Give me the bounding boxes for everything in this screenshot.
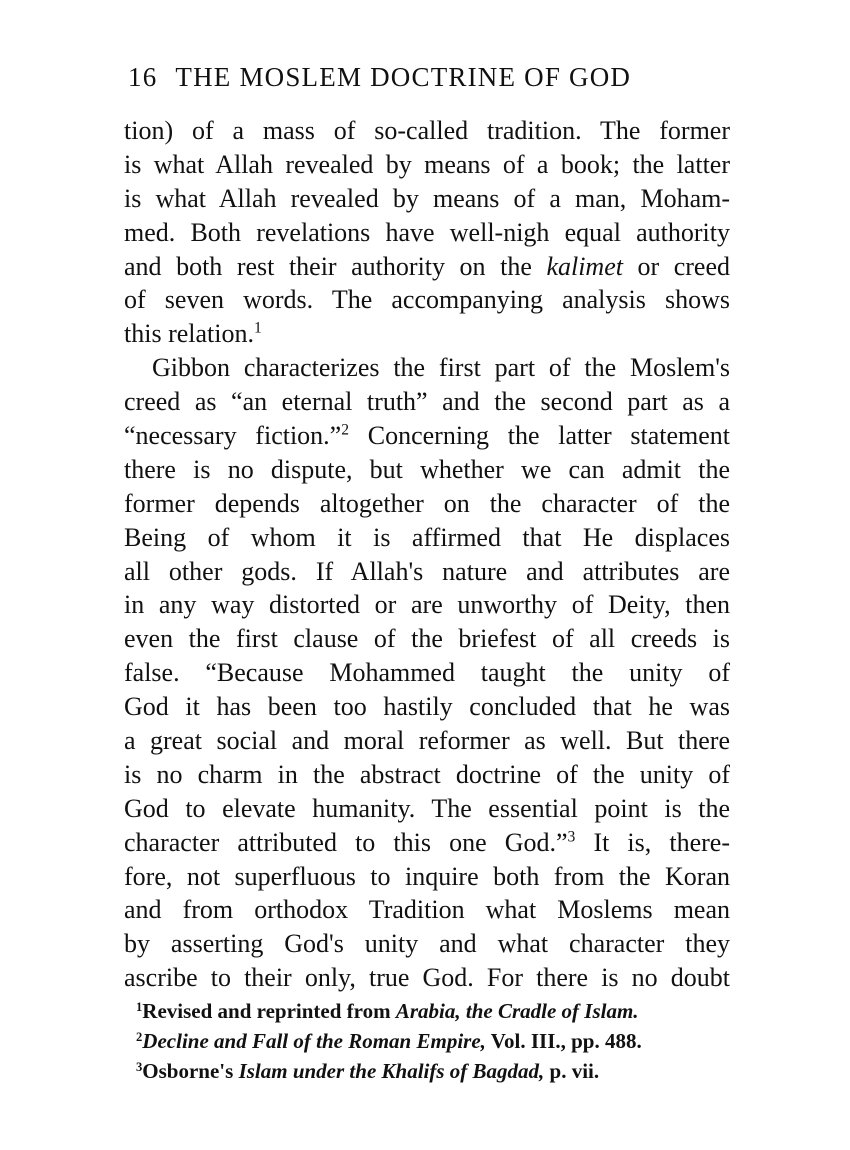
footnotes <box>136 996 736 1086</box>
text-line: even the first clause of the briefest of all creeds is <box>124 624 730 654</box>
body-text <box>124 114 730 995</box>
text-segment: this relation. <box>124 319 254 349</box>
text-line <box>124 317 730 351</box>
running-title: THE MOSLEM DOCTRINE OF GOD <box>175 62 632 92</box>
footnote-ref: 3 <box>567 828 576 846</box>
footnote-text: Vol. III., pp. 488. <box>485 1029 642 1053</box>
text-line <box>124 826 730 860</box>
text-line: Gibbon characterizes the first part of the Moslem's <box>152 353 730 383</box>
footnote-mark: 2 <box>136 1030 143 1045</box>
text-segment: Concerning the latter statement <box>349 421 730 451</box>
text-line: and from orthodox Tradition what Moslems mean <box>124 895 730 925</box>
text-line: of seven words. The accompanying analysis shows <box>124 285 730 315</box>
text-segment: or creed <box>637 251 730 281</box>
text-segment: “necessary fiction.” <box>124 421 342 451</box>
text-line: a great social and moral reformer as well. But there <box>124 726 730 756</box>
footnote-mark: 1 <box>136 1000 143 1015</box>
text-line: med. Both revelations have well-nigh equal authority <box>124 217 730 247</box>
footnote <box>136 1056 736 1086</box>
text-line: God it has been too hastily concluded that he was <box>124 692 730 722</box>
footnote <box>136 996 736 1026</box>
text-line: false. “Because Mohammed taught the unity of <box>124 658 730 688</box>
text-line: Being of whom it is affirmed that He displaces <box>124 522 730 552</box>
text-line: former depends altogether on the character of the <box>124 488 730 518</box>
text-line: fore, not superfluous to inquire both from the Koran <box>124 861 730 891</box>
text-segment: It is, there- <box>575 827 730 857</box>
page-number: 16 <box>128 62 158 92</box>
text-line: all other gods. If Allah's nature and attributes are <box>124 556 730 586</box>
footnote-ref: 1 <box>253 319 262 337</box>
text-line: in any way distorted or are unworthy of Deity, then <box>124 590 730 620</box>
footnote <box>136 1026 736 1056</box>
text-segment: and both rest their authority on the <box>124 251 532 281</box>
text-line: creed as “an eternal truth” and the second part as a <box>124 387 730 417</box>
footnote-title: Islam under the Khalifs of Bagdad, <box>238 1059 545 1083</box>
text-line: is no charm in the abstract doctrine of the unity of <box>124 759 730 789</box>
text-line: is what Allah revealed by means of a man, Moham- <box>124 183 730 213</box>
text-line: ascribe to their only, true God. For there is no doubt <box>124 963 730 993</box>
footnote-text: Osborne's <box>142 1059 239 1083</box>
footnote-ref: 2 <box>341 421 350 439</box>
text-line: is what Allah revealed by means of a book; the latter <box>124 149 730 179</box>
text-line <box>124 419 730 453</box>
footnote-title: Arabia, the Cradle of Islam. <box>395 999 639 1023</box>
running-header <box>128 62 733 93</box>
text-line: God to elevate humanity. The essential point is the <box>124 793 730 823</box>
footnote-mark: 3 <box>136 1060 143 1075</box>
text-line <box>124 250 730 284</box>
footnote-text: Revised and reprinted from <box>142 999 396 1023</box>
text-segment: character attributed to this one God.” <box>124 827 568 857</box>
footnote-text: p. vii. <box>544 1059 600 1083</box>
text-line: by asserting God's unity and what character they <box>124 929 730 959</box>
text-line: tion) of a mass of so-called tradition. The former <box>124 116 730 145</box>
italic-term: kalimet <box>546 251 623 281</box>
footnote-title: Decline and Fall of the Roman Empire, <box>142 1029 486 1053</box>
text-line: there is no dispute, but whether we can admit the <box>124 454 730 484</box>
